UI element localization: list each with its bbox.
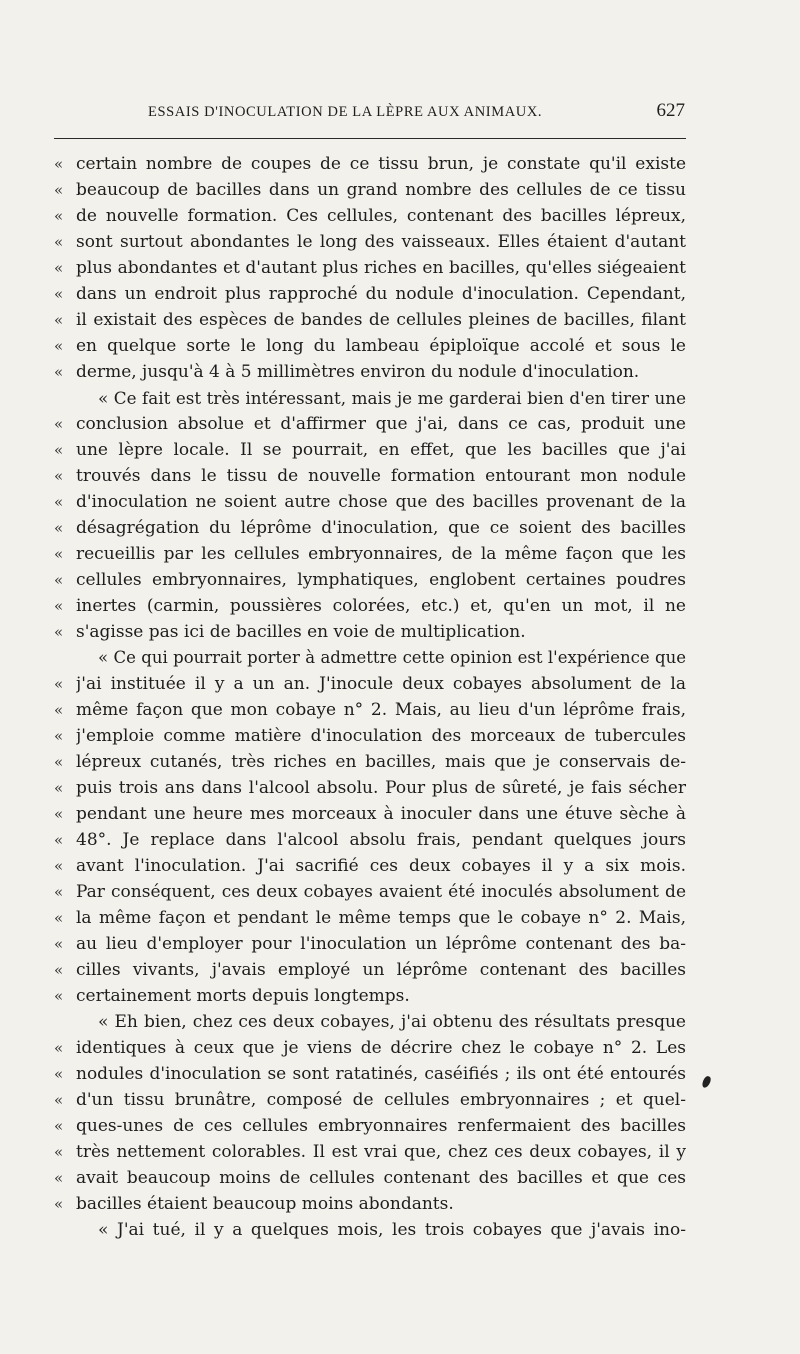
line-text: de nouvelle formation. Ces cellules, contenant des bacilles lépreux, [76, 206, 686, 226]
line-text: conclusion absolue et d'affirmer que j'ai, dans ce cas, produit une [76, 414, 686, 434]
line-text: beaucoup de bacilles dans un grand nombre des cellules de ce tissu [76, 180, 686, 200]
quote-mark: « [54, 779, 64, 797]
quote-mark: « [54, 753, 64, 771]
line-text: lépreux cutanés, très riches en bacilles, mais que je conservais de- [76, 752, 686, 772]
header-rule [54, 138, 686, 139]
text-line [54, 1061, 686, 1087]
text-line [54, 801, 686, 827]
text-line [54, 411, 686, 437]
line-text: identiques à ceux que je viens de décrire chez le cobaye n° 2. Les [76, 1038, 686, 1058]
quote-mark: « [54, 259, 64, 277]
quote-mark: « [54, 727, 64, 745]
text-line [54, 1217, 686, 1243]
line-text: certainement morts depuis longtemps. [76, 986, 410, 1006]
text-line [54, 853, 686, 879]
page-number: 627 [656, 100, 685, 121]
text-line [54, 281, 686, 307]
ink-blot [701, 1075, 712, 1089]
text-line [54, 463, 686, 489]
quote-mark: « [54, 909, 64, 927]
quote-mark: « [54, 883, 64, 901]
quote-mark: « [54, 337, 64, 355]
page-header [148, 100, 685, 128]
text-line [54, 749, 686, 775]
quote-mark: « [54, 493, 64, 511]
line-text: avait beaucoup moins de cellules contenant des bacilles et que ces [76, 1168, 686, 1188]
quote-mark: « [54, 519, 64, 537]
text-line [54, 151, 686, 177]
text-line [54, 645, 686, 671]
text-line [54, 515, 686, 541]
line-text: derme, jusqu'à 4 à 5 millimètres environ du nodule d'inoculation. [76, 362, 640, 382]
text-line [54, 723, 686, 749]
line-text: Par conséquent, ces deux cobayes avaient été inoculés absolument de [76, 882, 686, 902]
line-text: bacilles étaient beaucoup moins abondants. [76, 1194, 454, 1214]
quote-mark: « [54, 831, 64, 849]
quote-mark: « [54, 415, 64, 433]
quote-mark: « [54, 1039, 64, 1057]
quote-mark: « [54, 571, 64, 589]
text-line [54, 905, 686, 931]
text-line [54, 489, 686, 515]
quote-mark: « [54, 311, 64, 329]
line-text: d'un tissu brunâtre, composé de cellules embryonnaires ; et quel- [76, 1090, 686, 1110]
text-line [54, 619, 686, 645]
line-text: au lieu d'employer pour l'inoculation un léprôme contenant des ba- [76, 934, 686, 954]
line-text: ques-unes de ces cellules embryonnaires renfermaient des bacilles [76, 1116, 686, 1136]
line-text: recueillis par les cellules embryonnaires, de la même façon que les [76, 544, 686, 564]
line-text: trouvés dans le tissu de nouvelle formation entourant mon nodule [76, 466, 686, 486]
text-line [54, 203, 686, 229]
line-text: la même façon et pendant le même temps que le cobaye n° 2. Mais, [76, 908, 686, 928]
text-line [54, 255, 686, 281]
quote-mark: « [54, 701, 64, 719]
text-line [54, 879, 686, 905]
text-line [54, 931, 686, 957]
line-text: sont surtout abondantes le long des vaisseaux. Elles étaient d'autant [76, 232, 686, 252]
line-text: j'ai instituée il y a un an. J'inocule deux cobayes absolument de la [76, 674, 686, 694]
body-text [54, 151, 686, 1243]
text-line [54, 385, 686, 411]
line-text: en quelque sorte le long du lambeau épiploïque accolé et sous le [76, 336, 686, 356]
quote-mark: « [54, 207, 64, 225]
line-text: très nettement colorables. Il est vrai que, chez ces deux cobayes, il y [76, 1142, 686, 1162]
line-text: d'inoculation ne soient autre chose que des bacilles provenant de la [76, 492, 686, 512]
line-text: inertes (carmin, poussières colorées, etc.) et, qu'en un mot, il ne [76, 596, 686, 616]
text-line [54, 827, 686, 853]
quote-mark: « [54, 363, 64, 381]
line-text: pendant une heure mes morceaux à inoculer dans une étuve sèche à [76, 804, 686, 824]
line-text: puis trois ans dans l'alcool absolu. Pour plus de sûreté, je fais sécher [76, 778, 686, 798]
line-text: « Ce qui pourrait porter à admettre cette opinion est l'expérience que [98, 648, 686, 667]
text-line [54, 567, 686, 593]
text-line [54, 307, 686, 333]
text-line [54, 1113, 686, 1139]
quote-mark: « [54, 1091, 64, 1109]
line-text: certain nombre de coupes de ce tissu brun, je constate qu'il existe [76, 154, 686, 174]
line-text: même façon que mon cobaye n° 2. Mais, au lieu d'un léprôme frais, [76, 700, 686, 720]
quote-mark: « [54, 623, 64, 641]
quote-mark: « [54, 1169, 64, 1187]
quote-mark: « [54, 441, 64, 459]
text-line [54, 437, 686, 463]
text-line [54, 957, 686, 983]
quote-mark: « [54, 1143, 64, 1161]
text-line [54, 1191, 686, 1217]
quote-mark: « [54, 597, 64, 615]
running-title: ESSAIS D'INOCULATION DE LA LÈPRE AUX ANIMAUX. [148, 104, 543, 120]
text-line [54, 983, 686, 1009]
line-text: j'emploie comme matière d'inoculation des morceaux de tubercules [76, 726, 686, 746]
quote-mark: « [54, 987, 64, 1005]
line-text: cilles vivants, j'avais employé un léprôme contenant des bacilles [76, 960, 686, 980]
text-line [54, 1165, 686, 1191]
text-line [54, 229, 686, 255]
line-text: cellules embryonnaires, lymphatiques, englobent certaines poudres [76, 570, 686, 590]
line-text: désagrégation du léprôme d'inoculation, que ce soient des bacilles [76, 518, 686, 538]
text-line [54, 697, 686, 723]
text-line [54, 1009, 686, 1035]
text-line [54, 177, 686, 203]
quote-mark: « [54, 155, 64, 173]
line-text: dans un endroit plus rapproché du nodule d'inoculation. Cependant, [76, 284, 686, 304]
quote-mark: « [54, 1065, 64, 1083]
quote-mark: « [54, 857, 64, 875]
text-line [54, 593, 686, 619]
text-line [54, 333, 686, 359]
line-text: plus abondantes et d'autant plus riches en bacilles, qu'elles siégeaient [76, 258, 686, 278]
text-line [54, 775, 686, 801]
text-line [54, 359, 686, 385]
line-text: « J'ai tué, il y a quelques mois, les trois cobayes que j'avais ino- [98, 1220, 686, 1240]
quote-mark: « [54, 467, 64, 485]
line-text: il existait des espèces de bandes de cellules pleines de bacilles, filant [76, 310, 686, 330]
line-text: 48°. Je replace dans l'alcool absolu frais, pendant quelques jours [76, 830, 686, 850]
text-line [54, 541, 686, 567]
quote-mark: « [54, 1195, 64, 1213]
quote-mark: « [54, 285, 64, 303]
text-line [54, 1035, 686, 1061]
quote-mark: « [54, 1117, 64, 1135]
line-text: s'agisse pas ici de bacilles en voie de multiplication. [76, 622, 526, 642]
quote-mark: « [54, 181, 64, 199]
line-text: avant l'inoculation. J'ai sacrifié ces deux cobayes il y a six mois. [76, 856, 686, 876]
quote-mark: « [54, 935, 64, 953]
quote-mark: « [54, 675, 64, 693]
line-text: nodules d'inoculation se sont ratatinés, caséifiés ; ils ont été entourés [76, 1064, 686, 1084]
quote-mark: « [54, 805, 64, 823]
text-line [54, 671, 686, 697]
line-text: « Eh bien, chez ces deux cobayes, j'ai obtenu des résultats presque [98, 1012, 686, 1032]
quote-mark: « [54, 233, 64, 251]
line-text: une lèpre locale. Il se pourrait, en effet, que les bacilles que j'ai [76, 440, 686, 460]
text-line [54, 1139, 686, 1165]
quote-mark: « [54, 961, 64, 979]
text-line [54, 1087, 686, 1113]
quote-mark: « [54, 545, 64, 563]
line-text: « Ce fait est très intéressant, mais je me garderai bien d'en tirer une [98, 388, 686, 408]
